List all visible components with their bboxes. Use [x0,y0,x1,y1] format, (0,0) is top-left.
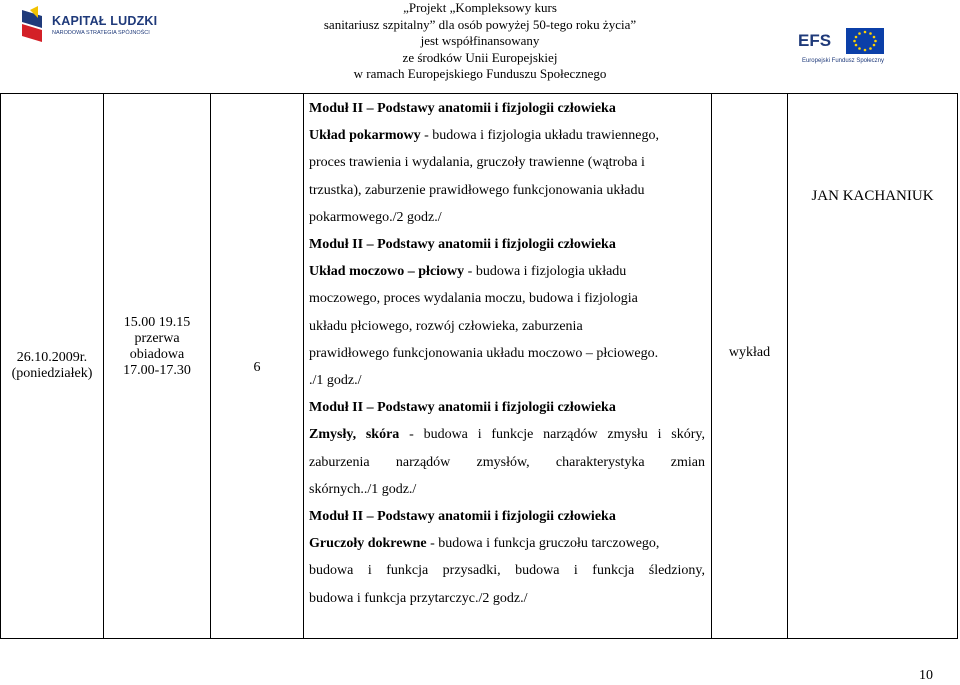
break-label-1: przerwa [134,331,180,346]
kapital-ludzki-title: KAPITAŁ LUDZKI [52,14,158,28]
table-border [0,93,1,639]
break-time: 17.00-17.30 [123,363,191,378]
teacher-cell: JAN KACHANIUK [811,188,934,204]
header-line-3: jest współfinansowany [420,33,540,48]
topic-term: Zmysły, skóra [309,427,400,443]
header-line-5: w ramach Europejskiego Funduszu Społecznego [353,66,607,81]
header-line-4: ze środków Unii Europejskiej [402,49,558,65]
topic-line: budowa i funkcja przysadki, budowa i funkcja śledziony, [309,563,705,579]
topic-line [309,530,705,557]
topic-line: trzustka), zaburzenie prawidłowego funkcjonowania układu [309,182,645,198]
table-border [957,93,958,639]
table-divider [303,93,304,639]
topic-line [309,258,705,285]
form-cell: wykład [728,345,771,360]
topic-line: układu płciowego, rozwój człowieka, zaburzenia [309,318,583,334]
module-heading: Moduł II – Podstawy anatomii i fizjologii człowieka [309,509,616,525]
topic-term: Układ pokarmowy [309,128,421,144]
topic-line: pokarmowego./2 godz./ [309,209,442,225]
topic-line: budowa i funkcja przytarczyc./2 godz./ [309,590,528,606]
module-heading: Moduł II – Podstawy anatomii i fizjologii człowieka [309,237,616,253]
module-heading: Moduł II – Podstawy anatomii i fizjologii człowieka [309,101,616,116]
table-bottom-border [0,638,958,639]
topic-text: - budowa i funkcja gruczołu tarczowego, [426,536,660,552]
date-value: 26.10.2009r. [16,350,88,365]
topic-line [309,122,705,149]
kapital-ludzki-logo [18,6,158,50]
efs-caption: Europejski Fundusz Społeczny [801,58,885,64]
topic-line: moczowego, proces wydalania moczu, budowa i fizjologia [309,291,638,307]
break-label-2: obiadowa [129,347,185,362]
time-range: 15.00 19.15 [123,315,191,330]
topic-line: skórnych../1 godz./ [309,481,417,497]
time-cell [104,315,210,379]
topic-line: proces trawienia i wydalania, gruczoły trawienne (wątroba i [309,155,645,171]
hours-cell: 6 [253,360,261,375]
header-line-2: sanitariusz szpitalny” dla osób powyżej 50-tego roku życia” [323,16,637,32]
topic-line: ./1 godz./ [309,373,362,389]
kapital-ludzki-subtitle: NARODOWA STRATEGIA SPÓJNOŚCI [52,30,150,36]
table-divider [787,93,788,639]
topic-term: Układ moczowo – płciowy [309,264,465,280]
module-heading: Moduł II – Podstawy anatomii i fizjologii człowieka [309,400,616,416]
page-number: 10 [919,668,933,683]
page-header [0,0,960,88]
day-value: (poniedziałek) [11,366,93,381]
topic-line: prawidłowego funkcjonowania układu moczowo – płciowego. [309,345,659,361]
header-line-1: „Projekt „Kompleksowy kurs [403,0,557,15]
date-cell [2,350,102,382]
kapital-ludzki-mark-icon [18,6,48,50]
table-divider [711,93,712,639]
topic-line [309,421,705,448]
efs-mark: EFS [798,31,832,50]
efs-logo [788,12,898,70]
topic-text: - budowa i funkcje narządów zmysłu i skóry, [399,427,705,443]
efs-eu-flag-icon [788,12,898,58]
topic-text: - budowa i fizjologia układu [464,264,627,280]
content-cell [309,95,705,612]
topic-text: - budowa i fizjologia układu trawiennego, [420,128,659,144]
topic-term: Gruczoły dokrewne [309,536,427,552]
project-title [300,0,660,83]
topic-line: zaburzenia narządów zmysłów, charakterystyka zmian [309,454,705,470]
